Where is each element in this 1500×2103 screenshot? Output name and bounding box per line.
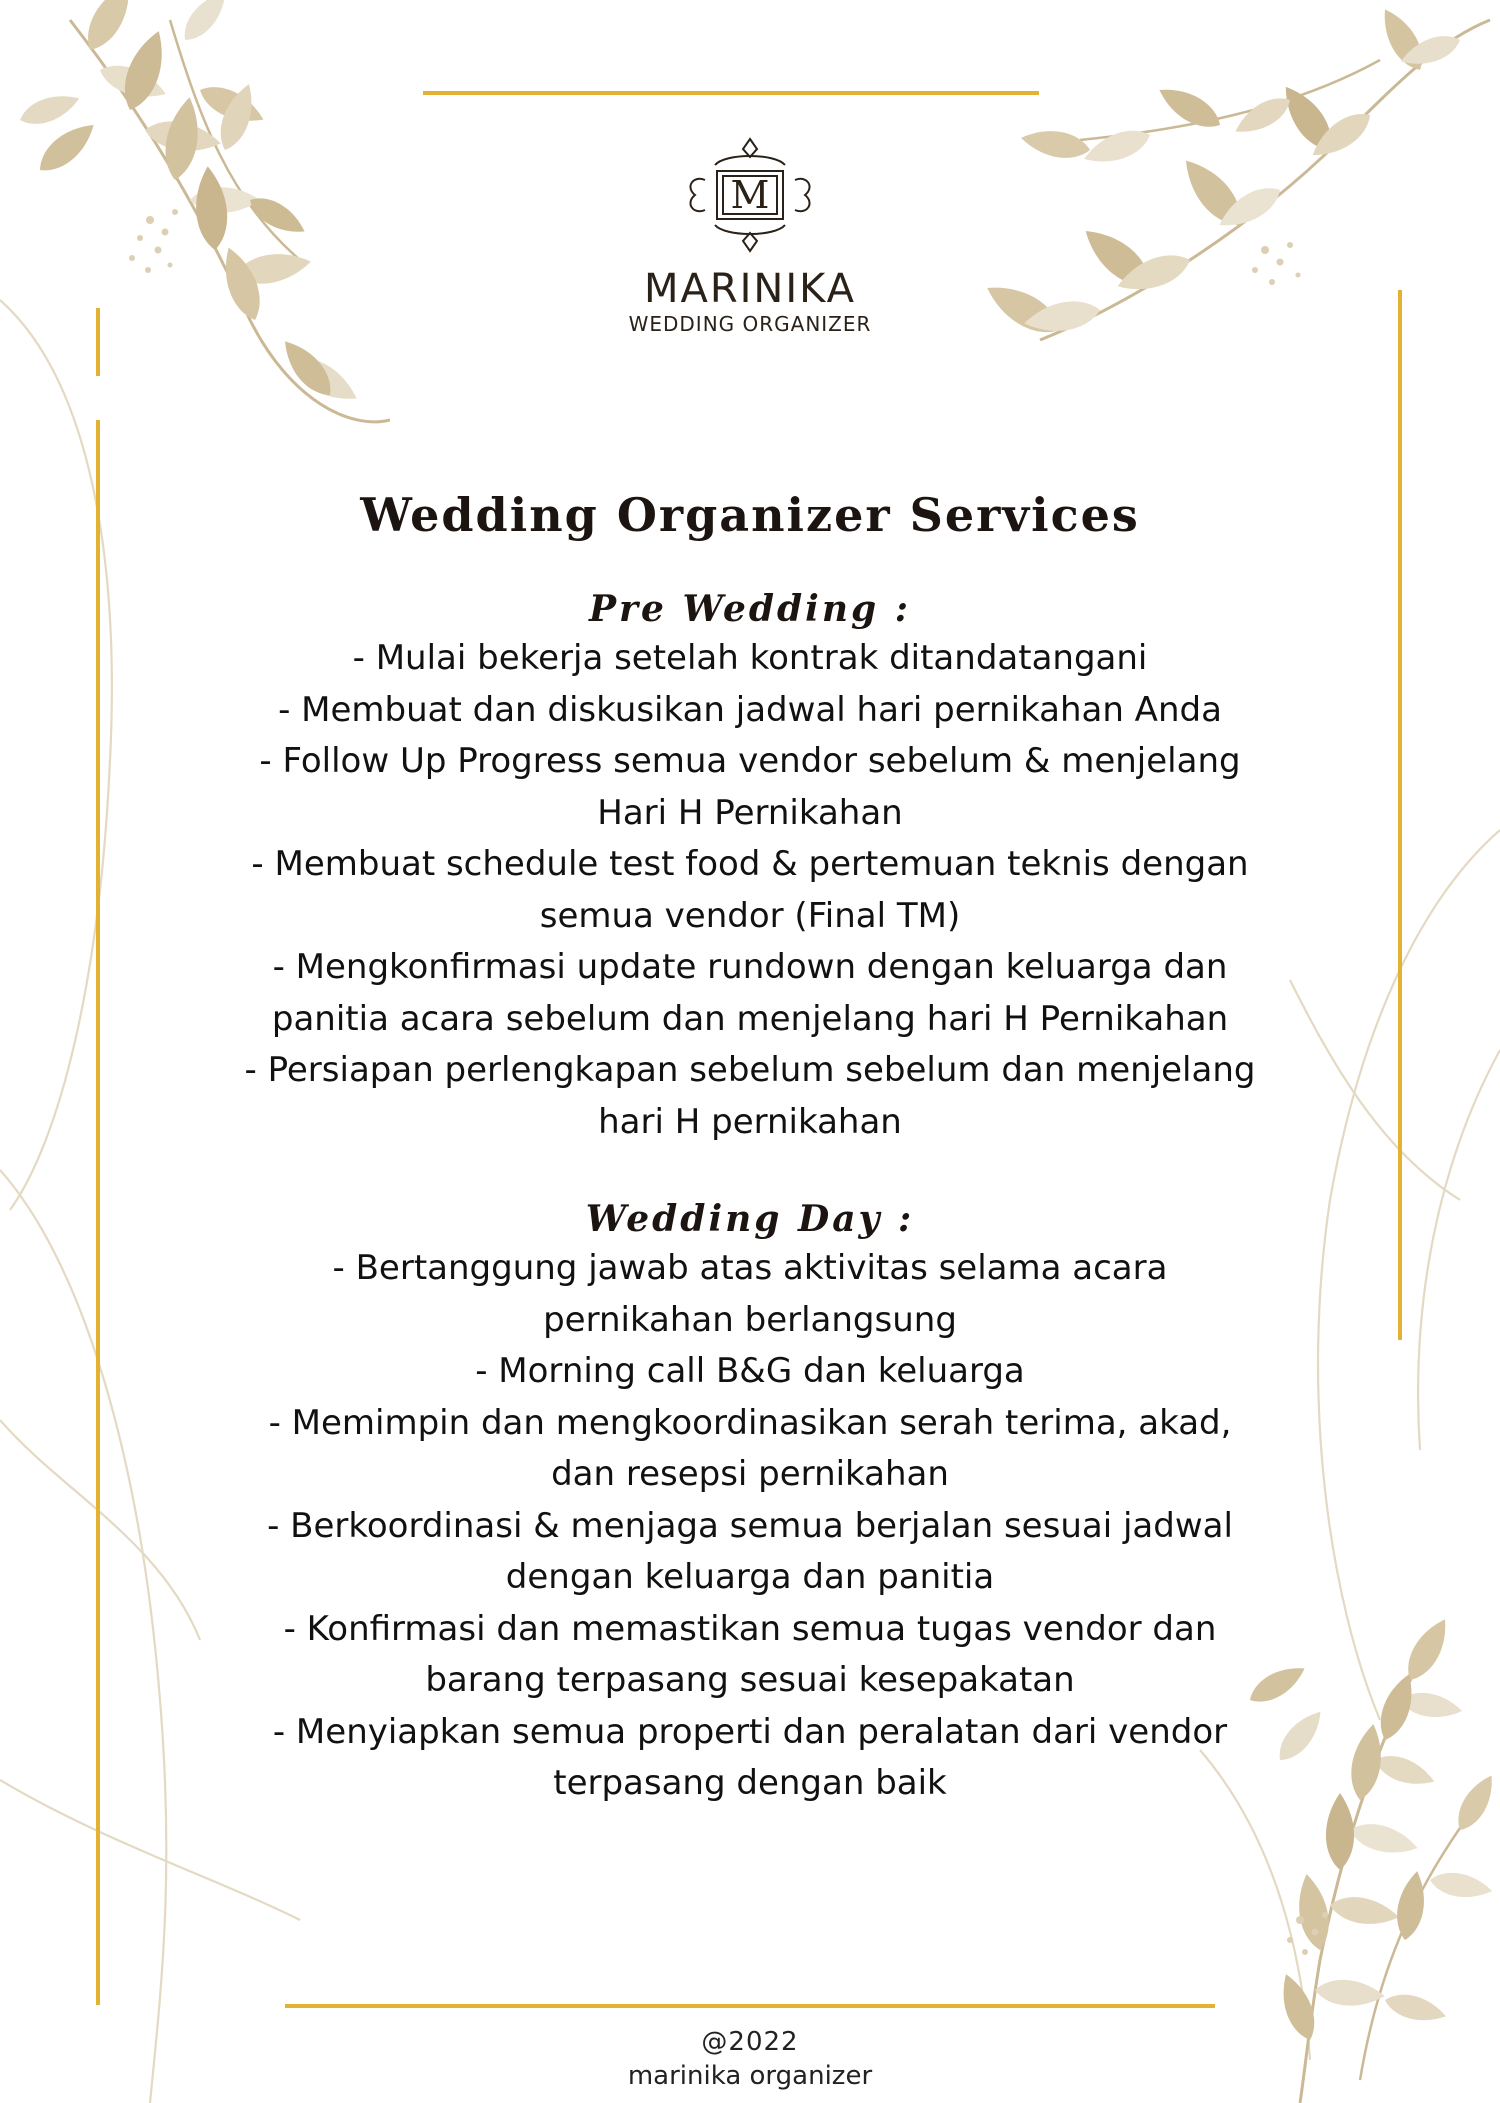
list-item: panitia acara sebelum dan menjelang hari H Pernikahan (271, 998, 1229, 1039)
list-item: - Mengkonfirmasi update rundown dengan keluarga dan (272, 947, 1228, 987)
list-item: dengan keluarga dan panitia (505, 1557, 995, 1597)
list-item: barang terpasang sesuai kesepakatan (425, 1660, 1075, 1700)
brand-name: MARINIKA (643, 266, 857, 312)
brand-subtitle: WEDDING ORGANIZER (628, 312, 872, 336)
list-item: - Menyiapkan semua properti dan peralatan dari vendor (272, 1711, 1228, 1752)
section-heading: Pre Wedding : (588, 588, 912, 630)
footer (0, 2025, 1500, 2093)
frame-top-line (423, 91, 1039, 95)
frame-left-line (96, 420, 100, 2005)
list-item: hari H pernikahan (598, 1101, 902, 1142)
footer-year: @2022 (701, 2027, 799, 2057)
list-item: - Konfirmasi dan memastikan semua tugas vendor dan (283, 1608, 1217, 1649)
list-item: - Follow Up Progress semua vendor sebelum & menjelang (259, 741, 1241, 781)
monogram-letter: M (730, 173, 770, 217)
frame-right-line (1398, 290, 1402, 1340)
list-item: - Membuat dan diskusikan jadwal hari pernikahan Anda (278, 689, 1222, 730)
list-item: terpasang dengan baik (553, 1763, 947, 1803)
section-wedding-day (150, 1195, 1350, 1810)
list-item: - Bertanggung jawab atas aktivitas selama acara (332, 1248, 1168, 1288)
services-content (150, 485, 1350, 1810)
list-item: - Persiapan perlengkapan sebelum sebelum dan menjelang (244, 1050, 1256, 1090)
section-pre-wedding (150, 585, 1350, 1148)
page-title: Wedding Organizer Services (360, 488, 1140, 542)
ornate-monogram-icon (675, 135, 825, 255)
frame-bottom-line (285, 2004, 1215, 2008)
list-item: - Berkoordinasi & menjaga semua berjalan sesuai jadwal (267, 1505, 1233, 1546)
section-heading: Wedding Day : (585, 1198, 915, 1240)
list-item: pernikahan berlangsung (543, 1299, 957, 1340)
list-item: dan resepsi pernikahan (551, 1454, 949, 1494)
list-item: - Memimpin dan mengkoordinasikan serah terima, akad, (268, 1402, 1232, 1443)
list-item: - Morning call B&G dan keluarga (475, 1351, 1025, 1391)
brand-logo (0, 135, 1500, 337)
footer-name: marinika organizer (627, 2061, 873, 2091)
list-item: - Mulai bekerja setelah kontrak ditandatangani (352, 638, 1148, 678)
list-item: semua vendor (Final TM) (539, 895, 961, 936)
list-item: Hari H Pernikahan (597, 792, 903, 833)
list-item: - Membuat schedule test food & pertemuan teknis dengan (251, 844, 1249, 884)
